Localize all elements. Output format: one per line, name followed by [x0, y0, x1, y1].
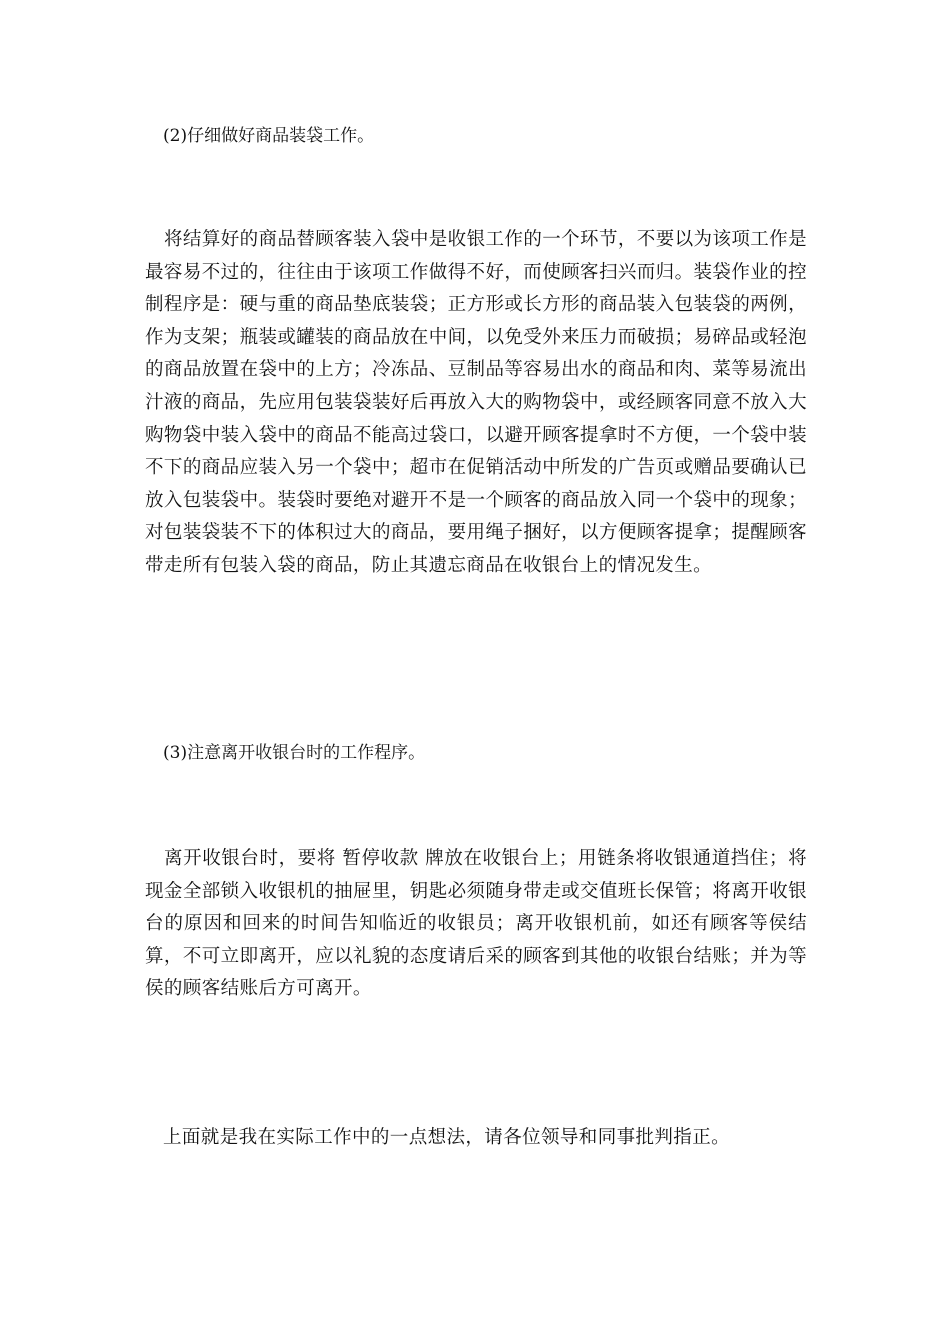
section-2-paragraph: 将结算好的商品替顾客装入袋中是收银工作的一个环节，不要以为该项工作是最容易不过的，往往由于该项工作做得不好，而使顾客扫兴而归。装袋作业的控制程序是：硬与重的商品垫底装袋；正方形或长方形的商品装入包装袋的两例，作为支架；瓶装或罐装的商品放在中间，以免受外来压力而破损；易碎品或轻泡的商品放置在袋中的上方；冷冻品、豆制品等容易出水的商品和肉、菜等易流出汁液的商品，先应用包装袋装好后再放入大的购物袋中，或经顾客同意不放入大购物袋中装入袋中的商品不能高过袋口，以避开顾客提拿时不方便，一个袋中装不下的商品应装入另一个袋中；超市在促销活动中所发的广告页或赠品要确认已放入包装袋中。装袋时要绝对避开不是一个顾客的商品放入同一个袋中的现象；对包装袋装不下的体积过大的商品，要用绳子捆好，以方便顾客提拿；提醒顾客带走所有包装入袋的商品，防止其遗忘商品在收银台上的情况发生。: [145, 229, 807, 576]
section-3-heading: (3)注意离开收银台时的工作程序。: [163, 743, 426, 763]
section-3-paragraph: 离开收银台时，要将 暂停收款 牌放在收银台上；用链条将收银通道挡住；将现金全部锁入收银机的抽屉里，钥匙必须随身带走或交值班长保管；将离开收银台的原因和回来的时间告知临近的收银员；离开收银机前，如还有顾客等侯结算，不可立即离开，应以礼貌的态度请后采的顾客到其他的收银台结账；并为等侯的顾客结账后方可离开。: [145, 848, 807, 1000]
closing-sentence: 上面就是我在实际工作中的一点想法，请各位领导和同事批判指正。: [163, 1127, 731, 1148]
section-2-heading: (2)仔细做好商品装袋工作。: [163, 126, 375, 146]
